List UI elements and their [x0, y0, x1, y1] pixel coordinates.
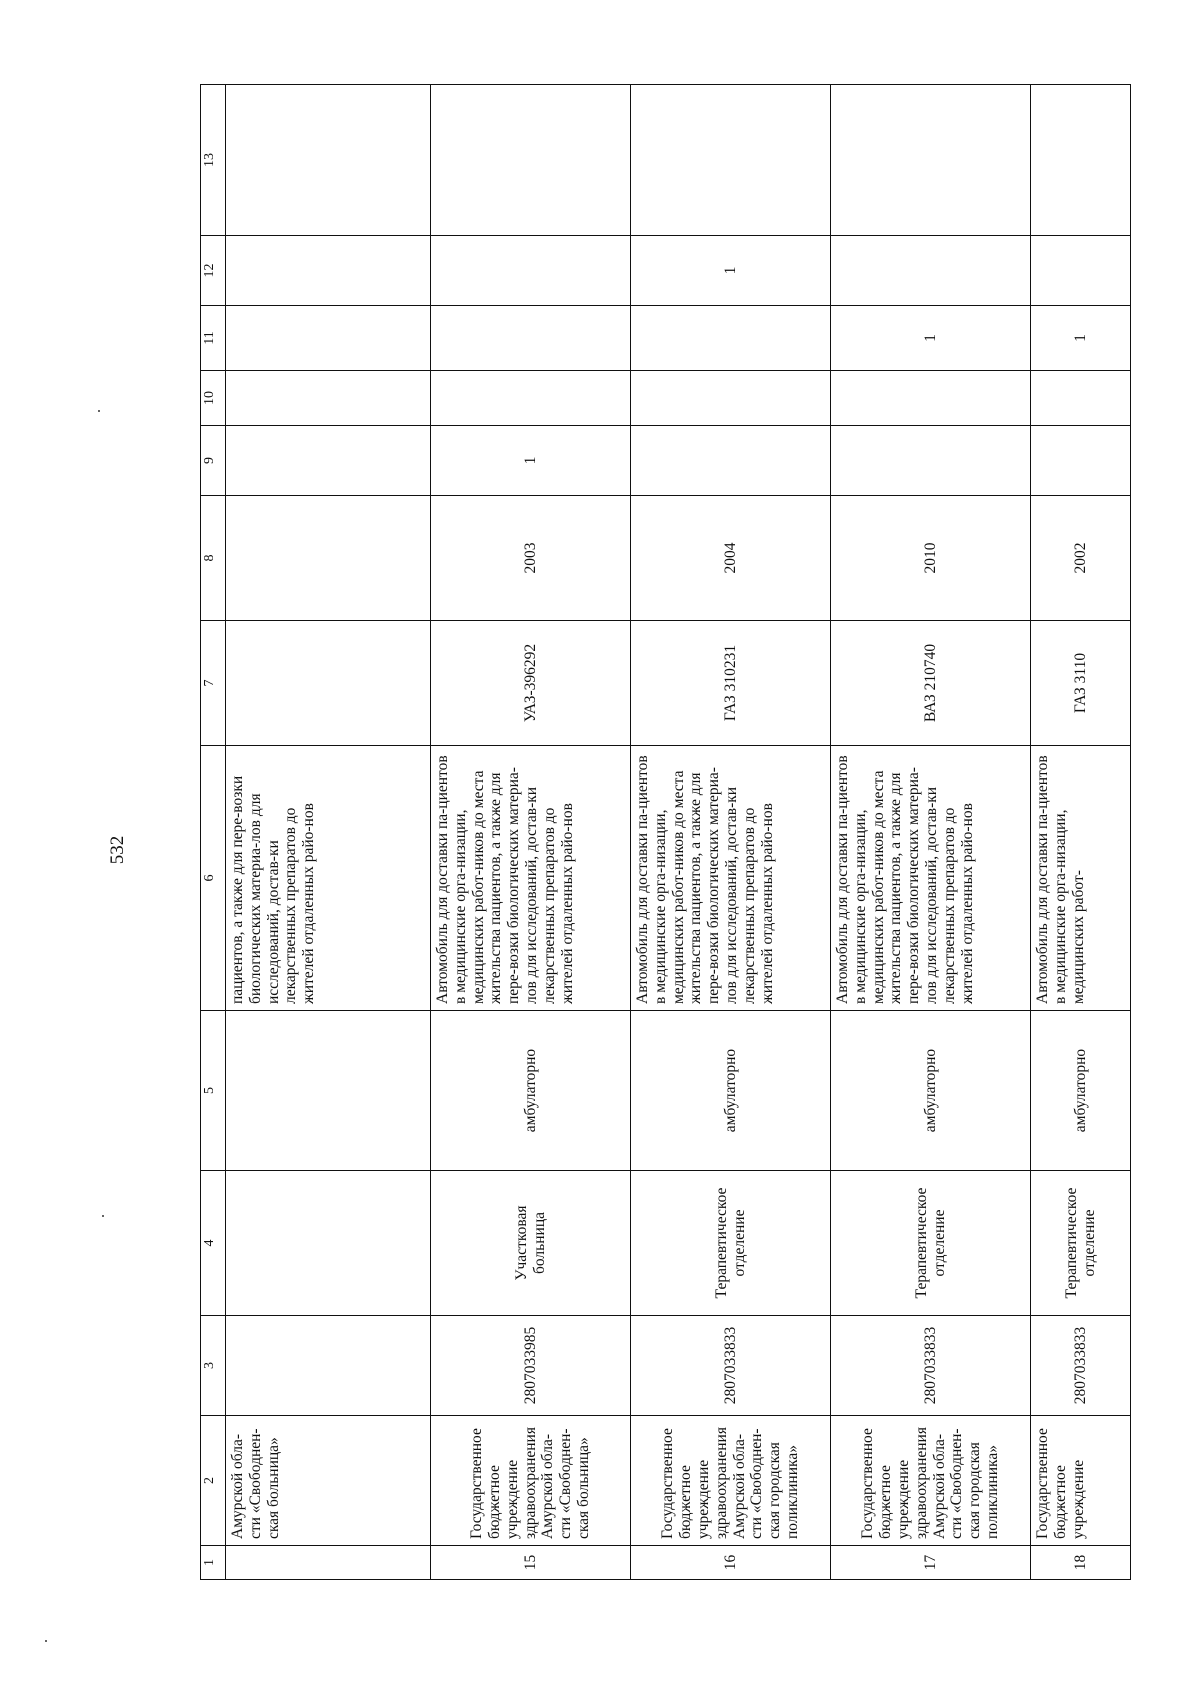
cell-department: Терапевтическое отделение [631, 1171, 831, 1316]
cell-col-13 [1031, 85, 1131, 236]
cell-institution: Государственное бюджетное учреждение [1031, 1416, 1131, 1546]
cell-col-13 [831, 85, 1031, 236]
table-row [226, 85, 431, 1580]
cell-institution: Государственное бюджетное учреждение здравоохранения Амурской обла-сти «Свободнен-ская городская поликлиника» [631, 1416, 831, 1546]
cell-institution: Государственное бюджетное учреждение здравоохранения Амурской обла-сти «Свободнен-ская больница» [431, 1416, 631, 1546]
cell-col-10 [226, 371, 431, 426]
cell-col-12 [831, 236, 1031, 306]
cell-col-11: 1 [831, 306, 1031, 371]
cell-col-10 [431, 371, 631, 426]
header-col-5: 5 [201, 1011, 226, 1171]
header-col-1: 1 [201, 1546, 226, 1580]
cell-department: Терапевтическое отделение [831, 1171, 1031, 1316]
header-col-3: 3 [201, 1316, 226, 1416]
cell-col-11 [226, 306, 431, 371]
scan-speck [45, 1640, 47, 1642]
cell-col-12: 1 [631, 236, 831, 306]
cell-purpose: Автомобиль для доставки па-циентов в медицинские орга-низации, медицинских работ-ников до места жительства пациентов, а также для пере-возки биологических материа-лов для исследований, достав-ки лекарственных препаратов до жителей отдаленных райо-нов [631, 746, 831, 1011]
cell-purpose: Автомобиль для доставки па-циентов в медицинские орга-низации, медицинских работ-ников до места жительства пациентов, а также для пере-возки биологических материа-лов для исследований, достав-ки лекарственных препаратов до жителей отдаленных райо-нов [431, 746, 631, 1011]
table-row [1031, 85, 1131, 1580]
cell-inn: 2807033833 [631, 1316, 831, 1416]
cell-col-13 [631, 85, 831, 236]
cell-care-type: амбулаторно [1031, 1011, 1131, 1171]
cell-vehicle-model: ВАЗ 210740 [831, 621, 1031, 746]
cell-care-type [226, 1011, 431, 1171]
cell-number [226, 1546, 431, 1580]
cell-inn: 2807033833 [1031, 1316, 1131, 1416]
cell-year [226, 496, 431, 621]
cell-vehicle-model: УАЗ-396292 [431, 621, 631, 746]
page-number: 532 [107, 835, 128, 865]
header-row [201, 85, 226, 1580]
header-col-13: 13 [201, 85, 226, 236]
cell-department: Участковая больница [431, 1171, 631, 1316]
header-col-8: 8 [201, 496, 226, 621]
cell-vehicle-model: ГАЗ 310231 [631, 621, 831, 746]
cell-col-11 [631, 306, 831, 371]
cell-inn: 2807033833 [831, 1316, 1031, 1416]
cell-col-9 [631, 426, 831, 496]
table-row [631, 85, 831, 1580]
table-row [431, 85, 631, 1580]
cell-col-12 [431, 236, 631, 306]
cell-department: Терапевтическое отделение [1031, 1171, 1131, 1316]
cell-col-9 [1031, 426, 1131, 496]
cell-year: 2010 [831, 496, 1031, 621]
header-col-4: 4 [201, 1171, 226, 1316]
cell-care-type: амбулаторно [831, 1011, 1031, 1171]
cell-vehicle-model: ГАЗ 3110 [1031, 621, 1131, 746]
cell-year: 2003 [431, 496, 631, 621]
cell-purpose: Автомобиль для доставки па-циентов в медицинские орга-низации, медицинских работ-ников до места жительства пациентов, а также для пере-возки биологических материа-лов для исследований, достав-ки лекарственных препаратов до жителей отдаленных райо-нов [831, 746, 1031, 1011]
cell-col-10 [831, 371, 1031, 426]
cell-col-11: 1 [1031, 306, 1131, 371]
cell-inn [226, 1316, 431, 1416]
cell-year: 2002 [1031, 496, 1131, 621]
header-col-7: 7 [201, 621, 226, 746]
cell-purpose: пациентов, а также для пере-возки биологических материа-лов для исследований, достав-ки лекарственных препаратов до жителей отдаленных райо-нов [226, 746, 431, 1011]
cell-department [226, 1171, 431, 1316]
header-col-12: 12 [201, 236, 226, 306]
scan-speck [102, 1215, 104, 1217]
header-col-2: 2 [201, 1416, 226, 1546]
cell-col-10 [631, 371, 831, 426]
cell-number: 16 [631, 1546, 831, 1580]
cell-number: 15 [431, 1546, 631, 1580]
rotated-table-container [200, 85, 1098, 1580]
cell-col-10 [1031, 371, 1131, 426]
header-col-6: 6 [201, 746, 226, 1011]
cell-purpose: Автомобиль для доставки па-циентов в медицинские орга-низации, медицинских работ- [1031, 746, 1131, 1011]
cell-col-12 [1031, 236, 1131, 306]
cell-vehicle-model [226, 621, 431, 746]
cell-number: 17 [831, 1546, 1031, 1580]
cell-institution: Амурской обла-сти «Свободнен-ская больница» [226, 1416, 431, 1546]
cell-care-type: амбулаторно [431, 1011, 631, 1171]
scan-speck [98, 410, 100, 412]
cell-col-9: 1 [431, 426, 631, 496]
cell-number: 18 [1031, 1546, 1131, 1580]
cell-col-11 [431, 306, 631, 371]
cell-col-9 [831, 426, 1031, 496]
cell-care-type: амбулаторно [631, 1011, 831, 1171]
cell-inn: 2807033985 [431, 1316, 631, 1416]
cell-col-13 [431, 85, 631, 236]
cell-col-9 [226, 426, 431, 496]
cell-institution: Государственное бюджетное учреждение здравоохранения Амурской обла-сти «Свободнен-ская городская поликлиника» [831, 1416, 1031, 1546]
cell-col-12 [226, 236, 431, 306]
table-row [831, 85, 1031, 1580]
header-col-9: 9 [201, 426, 226, 496]
vehicle-table [200, 84, 1131, 1580]
cell-year: 2004 [631, 496, 831, 621]
cell-col-13 [226, 85, 431, 236]
header-col-11: 11 [201, 306, 226, 371]
header-col-10: 10 [201, 371, 226, 426]
